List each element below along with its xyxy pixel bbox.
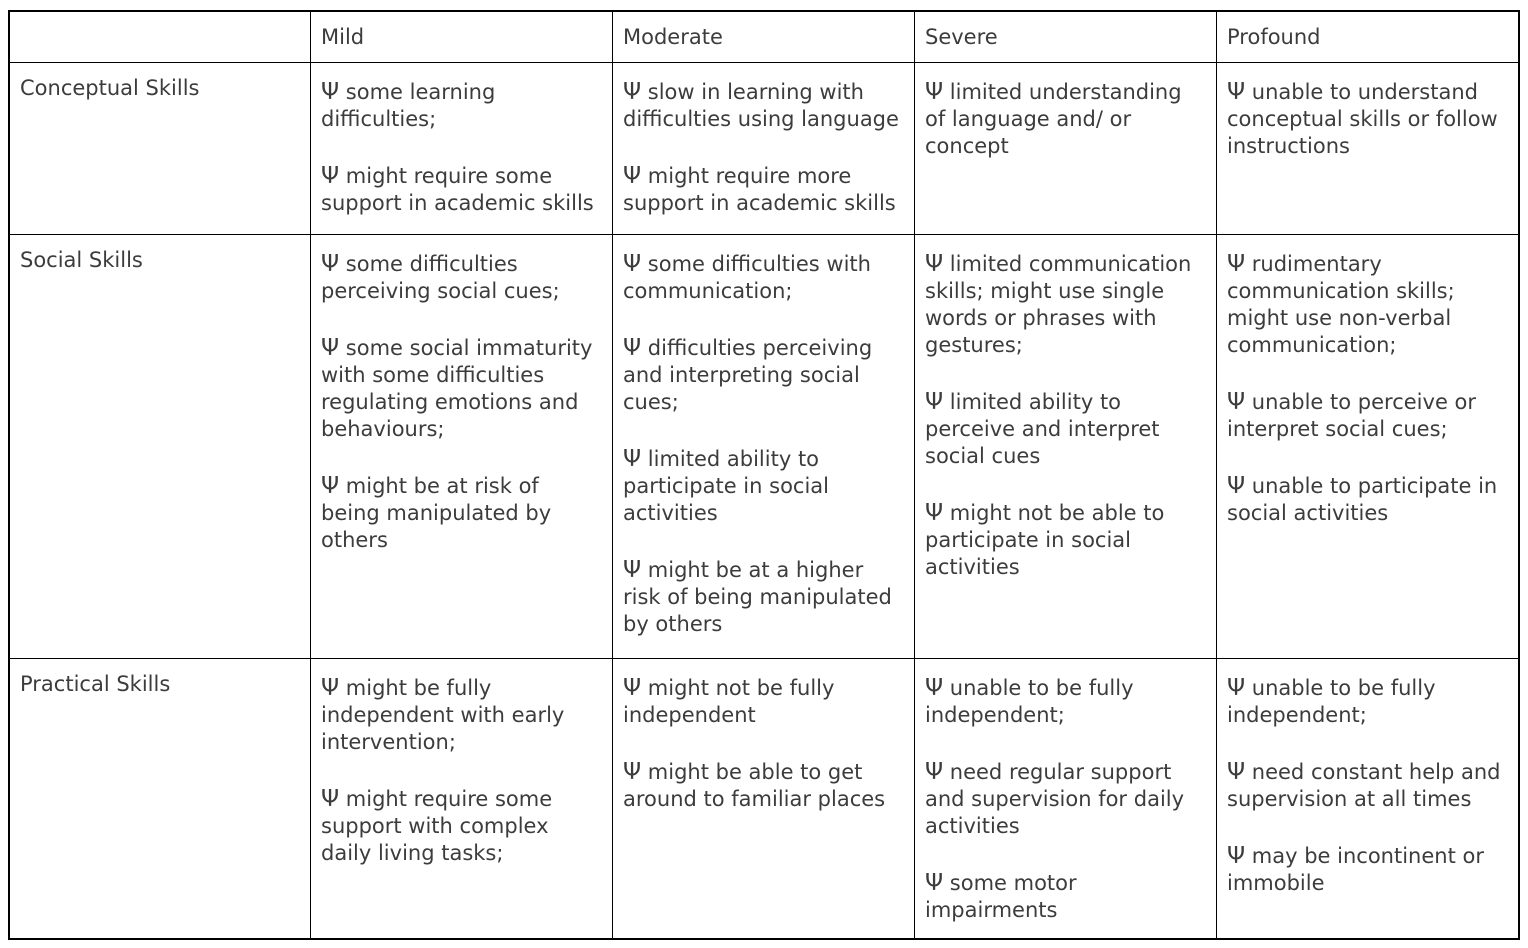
list-item	[623, 675, 904, 729]
list-item	[321, 473, 602, 554]
severity-skills-table	[8, 10, 1520, 940]
cell-practical-mild	[311, 659, 613, 938]
list-item	[321, 251, 602, 305]
cell-practical-severe	[915, 659, 1217, 938]
header-cell-profound: Profound	[1217, 12, 1518, 63]
list-item	[1227, 251, 1508, 359]
list-item	[1227, 843, 1508, 897]
list-item	[925, 389, 1206, 470]
cell-social-profound	[1217, 235, 1518, 659]
list-item-text: difficulties perceiving and interpreting social cues;	[623, 336, 873, 414]
list-item	[321, 675, 602, 756]
list-item-text: some social immaturity with some difficulties regulating emotions and behaviours;	[321, 336, 593, 441]
psi-bullet-icon: Ψ	[321, 786, 340, 812]
psi-bullet-icon: Ψ	[321, 473, 340, 499]
psi-bullet-icon: Ψ	[925, 79, 944, 105]
list-item-text: unable to participate in social activities	[1227, 474, 1498, 525]
list-item	[925, 759, 1206, 840]
psi-bullet-icon: Ψ	[925, 759, 944, 785]
row-label-conceptual: Conceptual Skills	[10, 63, 311, 235]
list-item	[623, 759, 904, 813]
header-cell-corner	[10, 12, 311, 63]
psi-bullet-icon: Ψ	[925, 251, 944, 277]
header-cell-moderate: Moderate	[613, 12, 915, 63]
list-item-text: need constant help and supervision at all times	[1227, 760, 1501, 811]
list-item	[623, 446, 904, 527]
cell-social-moderate	[613, 235, 915, 659]
psi-bullet-icon: Ψ	[1227, 251, 1246, 277]
psi-bullet-icon: Ψ	[321, 335, 340, 361]
list-item-text: unable to perceive or interpret social cues;	[1227, 390, 1477, 441]
psi-bullet-icon: Ψ	[925, 389, 944, 415]
row-label-social: Social Skills	[10, 235, 311, 659]
list-item	[623, 163, 904, 217]
list-item	[925, 870, 1206, 924]
list-item-text: might require some support in academic skills	[321, 164, 594, 215]
header-cell-mild: Mild	[311, 12, 613, 63]
list-item-text: might be able to get around to familiar places	[623, 760, 886, 811]
list-item-text: unable to be fully independent;	[1227, 676, 1436, 727]
list-item-text: unable to be fully independent;	[925, 676, 1134, 727]
list-item	[1227, 389, 1508, 443]
list-item-text: some difficulties with communication;	[623, 252, 871, 303]
list-item	[1227, 473, 1508, 527]
cell-conceptual-profound	[1217, 63, 1518, 235]
list-item-text: might not be fully independent	[623, 676, 835, 727]
list-item	[1227, 759, 1508, 813]
psi-bullet-icon: Ψ	[623, 251, 642, 277]
list-item-text: some learning difficulties;	[321, 80, 496, 131]
list-item-text: may be incontinent or immobile	[1227, 844, 1484, 895]
cell-practical-profound	[1217, 659, 1518, 938]
list-item-text: might be at risk of being manipulated by others	[321, 474, 552, 552]
row-label-practical: Practical Skills	[10, 659, 311, 938]
list-item	[925, 79, 1206, 160]
header-cell-severe: Severe	[915, 12, 1217, 63]
psi-bullet-icon: Ψ	[925, 870, 944, 896]
psi-bullet-icon: Ψ	[321, 163, 340, 189]
psi-bullet-icon: Ψ	[1227, 759, 1246, 785]
psi-bullet-icon: Ψ	[623, 759, 642, 785]
psi-bullet-icon: Ψ	[1227, 675, 1246, 701]
cell-practical-moderate	[613, 659, 915, 938]
cell-conceptual-severe	[915, 63, 1217, 235]
psi-bullet-icon: Ψ	[321, 675, 340, 701]
cell-social-mild	[311, 235, 613, 659]
psi-bullet-icon: Ψ	[1227, 79, 1246, 105]
list-item	[321, 786, 602, 867]
list-item	[321, 163, 602, 217]
list-item-text: some difficulties perceiving social cues;	[321, 252, 560, 303]
list-item-text: limited ability to participate in social activities	[623, 447, 830, 525]
list-item	[925, 500, 1206, 581]
list-item-text: limited ability to perceive and interpret social cues	[925, 390, 1160, 468]
list-item-text: might require more support in academic skills	[623, 164, 896, 215]
list-item-text: slow in learning with difficulties using language	[623, 80, 899, 131]
list-item-text: might be fully independent with early intervention;	[321, 676, 565, 754]
psi-bullet-icon: Ψ	[623, 446, 642, 472]
list-item-text: might not be able to participate in social activities	[925, 501, 1165, 579]
list-item	[321, 335, 602, 443]
psi-bullet-icon: Ψ	[623, 335, 642, 361]
list-item-text: limited understanding of language and/ or concept	[925, 80, 1182, 158]
psi-bullet-icon: Ψ	[925, 675, 944, 701]
list-item-text: limited communication skills; might use single words or phrases with gestures;	[925, 252, 1192, 357]
psi-bullet-icon: Ψ	[623, 675, 642, 701]
cell-social-severe	[915, 235, 1217, 659]
psi-bullet-icon: Ψ	[1227, 473, 1246, 499]
list-item	[623, 79, 904, 133]
list-item	[623, 335, 904, 416]
list-item	[321, 79, 602, 133]
list-item-text: need regular support and supervision for daily activities	[925, 760, 1185, 838]
cell-conceptual-moderate	[613, 63, 915, 235]
psi-bullet-icon: Ψ	[321, 79, 340, 105]
psi-bullet-icon: Ψ	[925, 500, 944, 526]
list-item-text: unable to understand conceptual skills or follow instructions	[1227, 80, 1498, 158]
list-item	[925, 251, 1206, 359]
psi-bullet-icon: Ψ	[623, 557, 642, 583]
psi-bullet-icon: Ψ	[1227, 389, 1246, 415]
list-item	[1227, 675, 1508, 729]
psi-bullet-icon: Ψ	[623, 163, 642, 189]
list-item-text: might require some support with complex daily living tasks;	[321, 787, 553, 865]
list-item-text: might be at a higher risk of being manipulated by others	[623, 558, 892, 636]
cell-conceptual-mild	[311, 63, 613, 235]
list-item	[623, 557, 904, 638]
list-item	[623, 251, 904, 305]
list-item	[925, 675, 1206, 729]
psi-bullet-icon: Ψ	[623, 79, 642, 105]
list-item	[1227, 79, 1508, 160]
list-item-text: rudimentary communication skills; might use non-verbal communication;	[1227, 252, 1455, 357]
list-item-text: some motor impairments	[925, 871, 1077, 922]
psi-bullet-icon: Ψ	[1227, 843, 1246, 869]
psi-bullet-icon: Ψ	[321, 251, 340, 277]
